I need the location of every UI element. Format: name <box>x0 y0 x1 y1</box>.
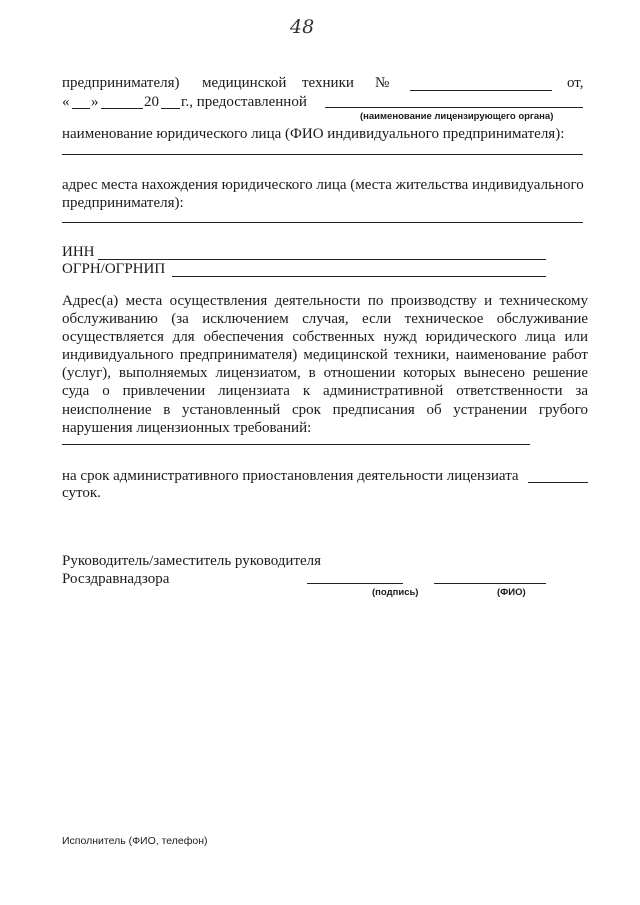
year-field[interactable] <box>161 108 180 109</box>
activity-paragraph-line: Адрес(а) места осуществления деятельности по производству и техническому <box>62 293 588 309</box>
licensing-body-field[interactable] <box>325 107 583 108</box>
license-number-field[interactable] <box>410 90 552 91</box>
line1-word-from: от, <box>567 75 584 91</box>
activity-paragraph <box>62 292 588 437</box>
quote-open: « <box>62 94 70 110</box>
line1-word-2: медицинской <box>202 75 287 91</box>
year-suffix: г., предоставленной <box>181 94 307 110</box>
line1-word-1: предпринимателя) <box>62 75 180 91</box>
activity-paragraph-line: неисполнение в установленный срок предписания об устранении грубого <box>62 401 588 418</box>
activity-paragraph-line: обслуживанию (за исключением случая, если техническое обслуживание <box>62 311 588 328</box>
address-field[interactable] <box>62 222 583 223</box>
signatory-organization: Росздравнадзора <box>62 571 170 587</box>
month-field[interactable] <box>101 108 143 109</box>
signature-caption: (подпись) <box>372 587 419 598</box>
fio-field[interactable] <box>434 583 546 584</box>
activity-paragraph-line: суда о привлечении лицензиата к административной ответственности за <box>62 383 588 400</box>
day-field[interactable] <box>72 108 90 109</box>
line1-number-sign: № <box>375 75 390 91</box>
quote-close: » <box>91 94 99 110</box>
executor-note: Исполнитель (ФИО, телефон) <box>62 835 208 847</box>
fio-caption: (ФИО) <box>497 587 526 598</box>
suspension-days-field[interactable] <box>528 482 588 483</box>
licensing-body-caption: (наименование лицензирующего органа) <box>360 111 554 122</box>
suspension-days-unit: суток. <box>62 485 101 501</box>
year-prefix: 20 <box>144 94 159 110</box>
legal-name-field[interactable] <box>62 154 583 155</box>
ogrn-label: ОГРН/ОГРНИП <box>62 261 166 277</box>
address-label-line2: предпринимателя): <box>62 195 184 211</box>
activity-address-field[interactable] <box>62 444 530 445</box>
activity-paragraph-line: нарушения лицензионных требований: <box>62 419 312 436</box>
signatory-title: Руководитель/заместитель руководителя <box>62 553 322 569</box>
suspension-label: на срок административного приостановления деятельности лицензиата <box>62 468 519 484</box>
address-label-line1: адрес места нахождения юридического лица (места жительства индивидуального <box>62 177 584 193</box>
line1-word-3: техники <box>302 75 354 91</box>
activity-paragraph-line: осуществляется для обеспечения собственных нужд юридического лица или <box>62 329 588 346</box>
activity-paragraph-line: индивидуального предпринимателя) медицинской техники, наименование работ <box>62 347 588 364</box>
signature-field[interactable] <box>307 583 403 584</box>
activity-paragraph-line: (услуг), выполняемых лицензиатом, в отношении которых вынесено решение <box>62 365 588 382</box>
inn-label: ИНН <box>62 244 95 260</box>
legal-name-label: наименование юридического лица (ФИО индивидуального предпринимателя): <box>62 126 565 142</box>
ogrn-field[interactable] <box>172 276 546 277</box>
page-number: 48 <box>290 16 315 38</box>
